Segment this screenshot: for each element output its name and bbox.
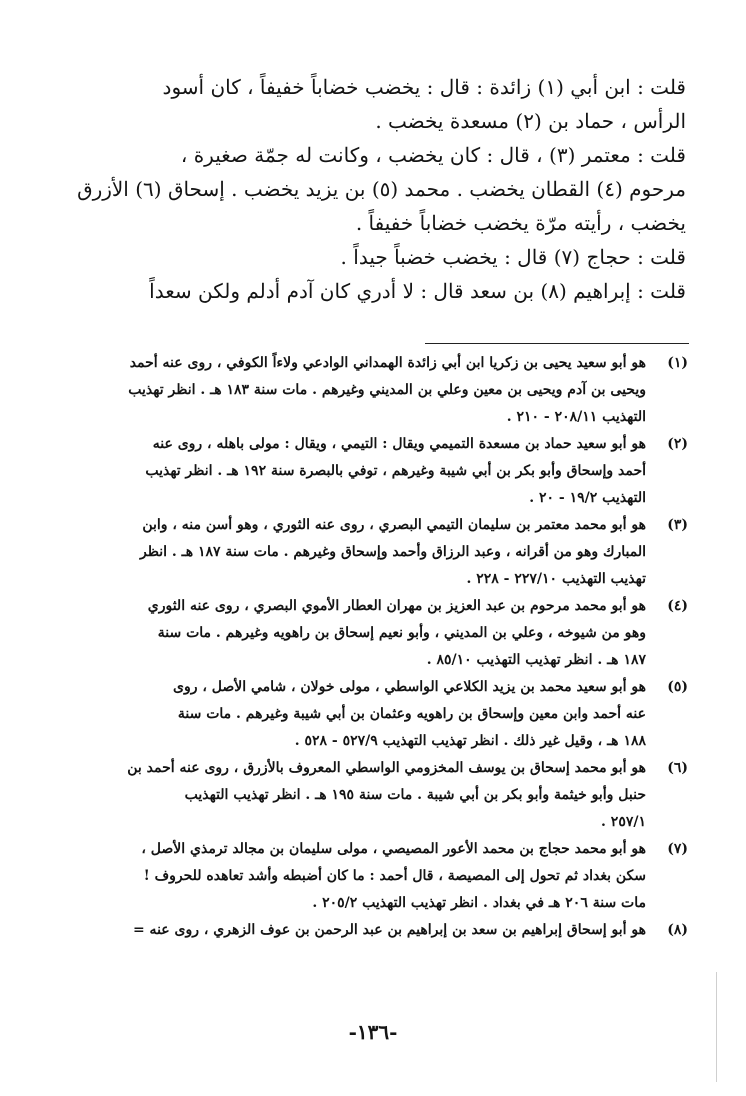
footnote-line: التهذيب ٢٠٨/١١ - ٢١٠ . (506, 409, 646, 425)
footnote-line: ٢٥٧/١ . (601, 814, 646, 830)
footnote-line: عنه أحمد وابن معين وإسحاق بن راهويه وعثمان بن أبي شيبة وغيرهم . مات سنة (177, 706, 646, 722)
footnote-line: ويحيى بن آدم ويحيى بن معين وعلي بن المديني وغيرهم . مات سنة ١٨٣ هـ . انظر تهذيب (128, 382, 646, 398)
footnote-number: (٤) (667, 598, 688, 614)
footnote-line: هو أبو سعيد محمد بن يزيد الكلاعي الواسطي ، مولى خولان ، شامي الأصل ، روى (172, 679, 646, 695)
page-edge-line (716, 972, 717, 1082)
footnote-5 (60, 674, 688, 755)
footnote-number: (٢) (667, 436, 688, 452)
footnote-separator (425, 343, 689, 344)
footnote-line: هو أبو إسحاق إبراهيم بن سعد بن إبراهيم بن عبد الرحمن بن عوف الزهري ، روى عنه = (132, 922, 646, 938)
footnote-line: هو أبو محمد حجاج بن محمد الأعور المصيصي ، مولى سليمان بن مجالد ترمذي الأصل ، (141, 841, 646, 857)
footnote-line: المبارك وهو من أقرانه ، وعبد الرزاق وأحمد وإسحاق وغيرهم . مات سنة ١٨٧ هـ . انظر (140, 544, 646, 560)
footnote-line: مات سنة ٢٠٦ هـ في بغداد . انظر تهذيب التهذيب ٢٠٥/٢ . (312, 895, 646, 911)
footnote-number: (٣) (667, 517, 688, 533)
footnote-line: ١٨٧ هـ . انظر تهذيب التهذيب ٨٥/١٠ . (426, 652, 646, 668)
footnote-line: سكن بغداد ثم تحول إلى المصيصة ، قال أحمد : ما كان أضبطه وأشد تعاهده للحروف ! (143, 868, 646, 884)
footnote-number: (١) (667, 355, 688, 371)
footnote-line: ١٨٨ هـ ، وقيل غير ذلك . انظر تهذيب التهذيب ٥٢٧/٩ - ٥٢٨ . (294, 733, 646, 749)
footnote-7 (60, 836, 688, 917)
footnote-number: (٥) (667, 679, 688, 695)
main-text-line: قلت : ابن أبي (١) زائدة : قال : يخضب خضاباً خفيفاً ، كان أسود (162, 75, 686, 99)
footnote-8 (60, 917, 688, 944)
footnote-line: حنبل وأبو خيثمة وأبو بكر بن أبي شيبة . مات سنة ١٩٥ هـ . انظر تهذيب التهذيب (184, 787, 646, 803)
main-text-line: قلت : إبراهيم (٨) بن سعد قال : لا أدري كان آدم أدلم ولكن سعداً (149, 279, 686, 303)
footnote-4 (60, 593, 688, 674)
footnote-line: وهو من شيوخه ، وعلي بن المديني ، وأبو نعيم إسحاق بن راهويه وغيرهم . مات سنة (157, 625, 646, 641)
footnote-line: هو أبو سعيد حماد بن مسعدة التميمي ويقال : التيمي ، ويقال : مولى باهله ، روى عنه (152, 436, 646, 452)
footnote-line: هو أبو سعيد يحيى بن زكريا ابن أبي زائدة الهمداني الوادعي ولاءاً الكوفي ، روى عنه أحمد (129, 355, 646, 371)
footnote-line: تهذيب التهذيب ٢٢٧/١٠ - ٢٢٨ . (466, 571, 646, 587)
footnote-6 (60, 755, 688, 836)
main-text-line: مرحوم (٤) القطان يخضب . محمد (٥) بن يزيد يخضب . إسحاق (٦) الأزرق (77, 177, 686, 201)
footnote-line: أحمد وإسحاق وأبو بكر بن أبي شيبة وغيرهم ، توفي بالبصرة سنة ١٩٢ هـ . انظر تهذيب (145, 463, 646, 479)
main-text (62, 70, 686, 308)
footnote-1 (60, 350, 688, 431)
footnote-number: (٦) (667, 760, 688, 776)
footnote-line: هو أبو محمد إسحاق بن يوسف المخزومي الواسطي المعروف بالأزرق ، روى عنه أحمد بن (127, 760, 646, 776)
footnote-line: هو أبو محمد معتمر بن سليمان التيمي البصري ، روى عنه الثوري ، وهو أسن منه ، وابن (142, 517, 646, 533)
main-text-line: الرأس ، حماد بن (٢) مسعدة يخضب . (375, 109, 686, 133)
footnotes (60, 350, 688, 944)
footnote-line: التهذيب ١٩/٢ - ٢٠ . (529, 490, 646, 506)
main-text-line: قلت : حجاج (٧) قال : يخضب خضباً جيداً . (340, 245, 686, 269)
main-text-line: يخضب ، رأيته مرّة يخضب خضاباً خفيفاً . (355, 211, 686, 235)
page-number: -١٣٦- (348, 1020, 398, 1044)
footnote-number: (٨) (667, 922, 688, 938)
footnote-3 (60, 512, 688, 593)
main-text-line: قلت : معتمر (٣) ، قال : كان يخضب ، وكانت له جمّة صغيرة ، (180, 143, 686, 167)
footnote-2 (60, 431, 688, 512)
footnote-number: (٧) (667, 841, 688, 857)
footnote-line: هو أبو محمد مرحوم بن عبد العزيز بن مهران العطار الأموي البصري ، روى عنه الثوري (147, 598, 646, 614)
